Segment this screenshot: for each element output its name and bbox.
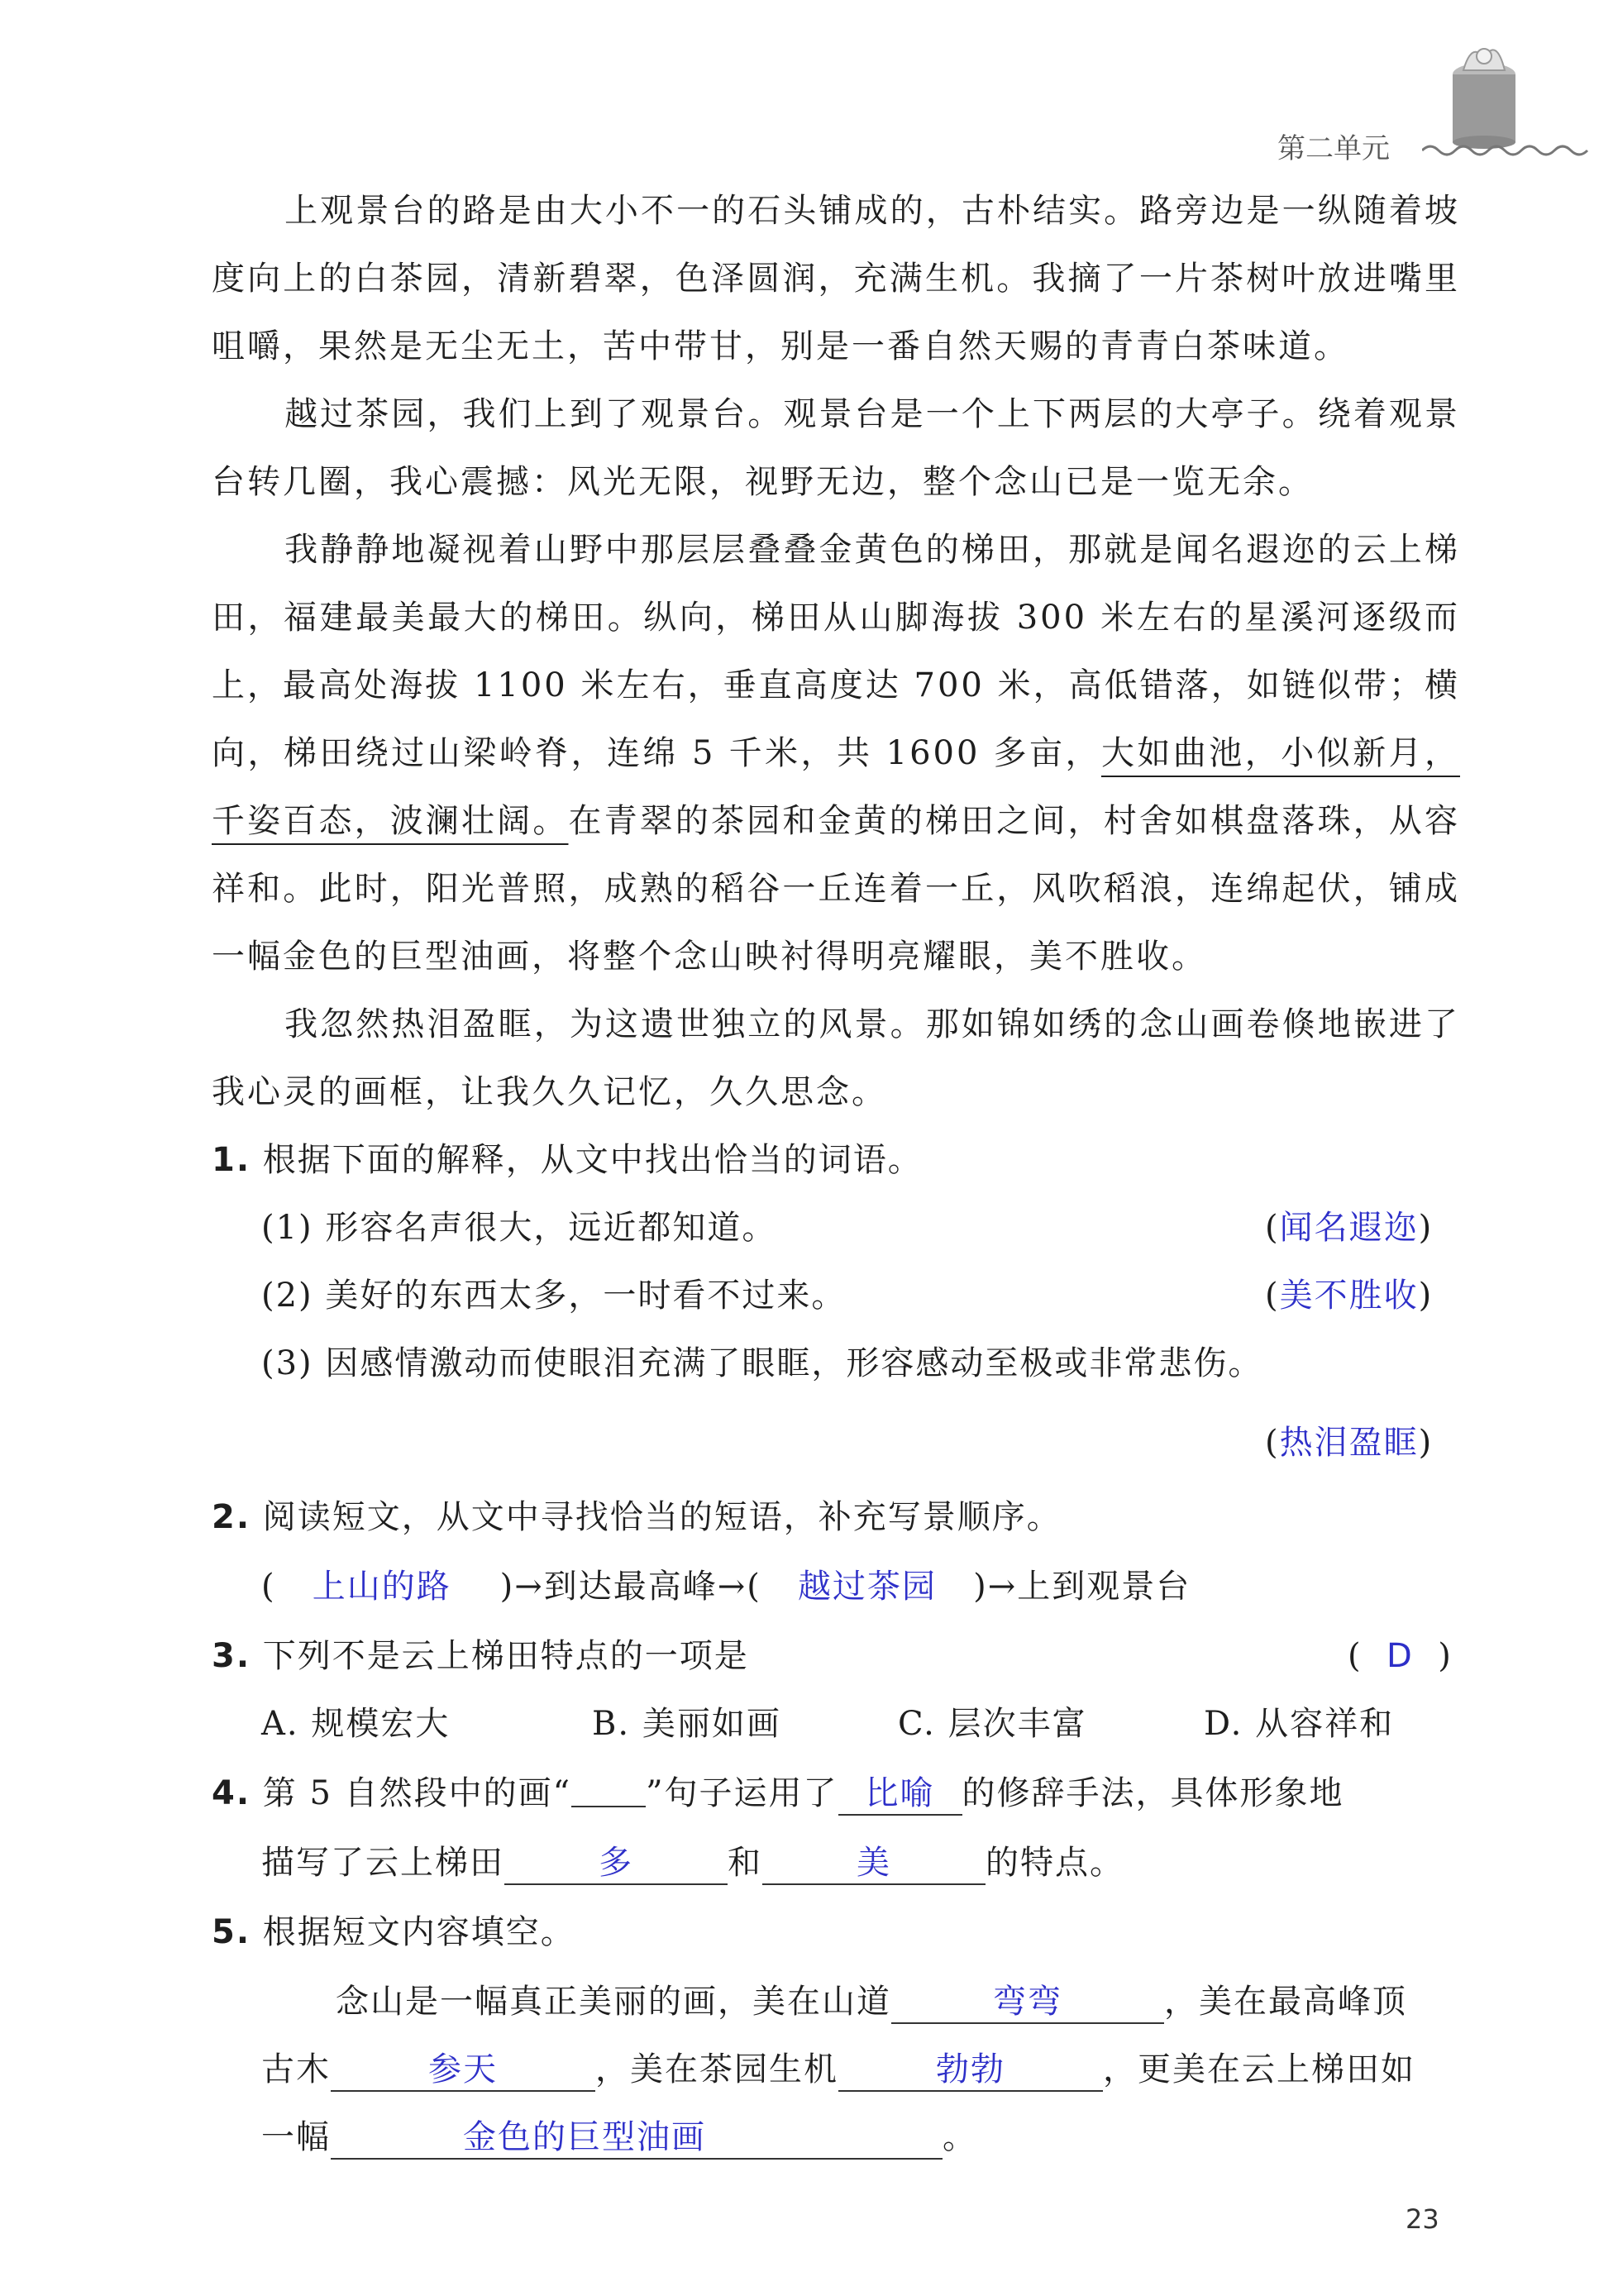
q4-blank-b: 美: [762, 1842, 986, 1885]
q3-option-b: B. 美丽如画: [592, 1705, 781, 1743]
question-1: 1. 根据下面的解释，从文中找出恰当的词语。: [212, 1141, 923, 1179]
passage-paragraph-2: 越过茶园，我们上到了观景台。观景台是一个上下两层的大亭子。绕着观景台转几圈，我心震撼：风光无限，视野无边，整个念山已是一览无余。: [212, 395, 1460, 501]
q3-option-d: D. 从容祥和: [1204, 1705, 1395, 1743]
q1-answer-2: 美不胜收: [1279, 1277, 1419, 1315]
q1-answer-1-box: (闻名遐迩): [1265, 1209, 1434, 1247]
q1-answer-3: 热泪盈眶: [1279, 1424, 1419, 1462]
q2-sequence: ( 上山的路 )→到达最高峰→( 越过茶园 )→上到观景台: [261, 1568, 1191, 1606]
q4-blank-a: 多: [504, 1842, 728, 1885]
passage-paragraph-4: 我忽然热泪盈眶，为这遗世独立的风景。那如锦如绣的念山画卷倏地嵌进了我心灵的画框，让我久久记忆，久久思念。: [212, 1005, 1460, 1111]
question-4-line-2: 描写了云上梯田 多 和 美 的特点。: [261, 1829, 1124, 1897]
q2-answer-2: 越过茶园: [798, 1568, 938, 1606]
q4-blank-sentence: [571, 1781, 646, 1807]
q3-option-a: A. 规模宏大: [261, 1705, 451, 1743]
q1-answer-1: 闻名遐迩: [1279, 1209, 1419, 1247]
q5-line-1: 念山是一幅真正美丽的画，美在山道 弯弯 ，美在最高峰顶: [336, 1968, 1407, 2036]
q5-line-3: 一幅 金色的巨型油画 。: [261, 2103, 977, 2171]
q1-item-3: (3) 因感情激动而使眼泪充满了眼眶，形容感动至极或非常悲伤。: [261, 1344, 1263, 1382]
page-number: 23: [1406, 2203, 1439, 2235]
underlined-sentence: 大如曲池，小似新月，千姿百态，波澜壮阔。: [212, 734, 1460, 840]
q4-blank-rhetoric: 比喻: [838, 1773, 962, 1816]
q5-blank-4: 金色的巨型油画: [331, 2117, 943, 2160]
q1-item-1: (1) 形容名声很大，远近都知道。: [261, 1209, 777, 1247]
wave-decoration: [1422, 142, 1592, 159]
q1-answer-3-box: (热泪盈眶): [1265, 1424, 1434, 1462]
q5-blank-1: 弯弯: [891, 1981, 1164, 2024]
q3-answer: D: [1387, 1637, 1414, 1675]
q3-answer-box: ( D ): [1348, 1637, 1453, 1675]
q1-item-2: (2) 美好的东西太多，一时看不过来。: [261, 1277, 847, 1315]
question-4-line-1: 4. 第 5 自然段中的画“ ”句子运用了 比喻 的修辞手法，具体形象地: [212, 1759, 1344, 1827]
q1-answer-2-box: (美不胜收): [1265, 1277, 1434, 1315]
passage-paragraph-1: 上观景台的路是由大小不一的石头铺成的，古朴结实。路旁边是一纵随着坡度向上的白茶园，清新碧翠，色泽圆润，充满生机。我摘了一片茶树叶放进嘴里咀嚼，果然是无尘无土，苦中带甘，别是一番自然天赐的青青白茶味道。: [212, 192, 1460, 365]
question-2: 2. 阅读短文，从文中寻找恰当的短语，补充写景顺序。: [212, 1498, 1062, 1536]
q5-blank-2: 参天: [331, 2049, 595, 2092]
question-5: 5. 根据短文内容填空。: [212, 1913, 575, 1951]
q5-blank-3: 勃勃: [838, 2049, 1103, 2092]
passage-paragraph-3: 我静静地凝视着山野中那层层叠叠金黄色的梯田，那就是闻名遐迩的云上梯田，福建最美最大的梯田。纵向，梯田从山脚海拔 300 米左右的星溪河逐级而上，最高处海拔 1100 米左右，垂直高度达 700 米，高低错落，如链似带；横向，梯田绕过山梁岭脊，连绵 5 千米，共 1600 多亩，大如曲池，小似新月，千姿百态，波澜壮阔。在青翠的茶园和金黄的梯田之间，村舍如棋盘落珠，从容祥和。此时，阳光普照，成熟的稻谷一丘连着一丘，风吹稻浪，连绵起伏，铺成一幅金色的巨型油画，将整个念山映衬得明亮耀眼，美不胜收。: [212, 531, 1461, 976]
unit-label: 第二单元: [1277, 132, 1390, 165]
q5-line-2: 古木 参天 ，美在茶园生机 勃勃 ，更美在云上梯田如: [261, 2036, 1415, 2103]
flower-pot-icon: [1439, 25, 1530, 149]
q2-answer-1: 上山的路: [312, 1568, 451, 1606]
q3-option-c: C. 层次丰富: [898, 1705, 1087, 1743]
question-3: 3. 下列不是云上梯田特点的一项是: [212, 1637, 749, 1675]
